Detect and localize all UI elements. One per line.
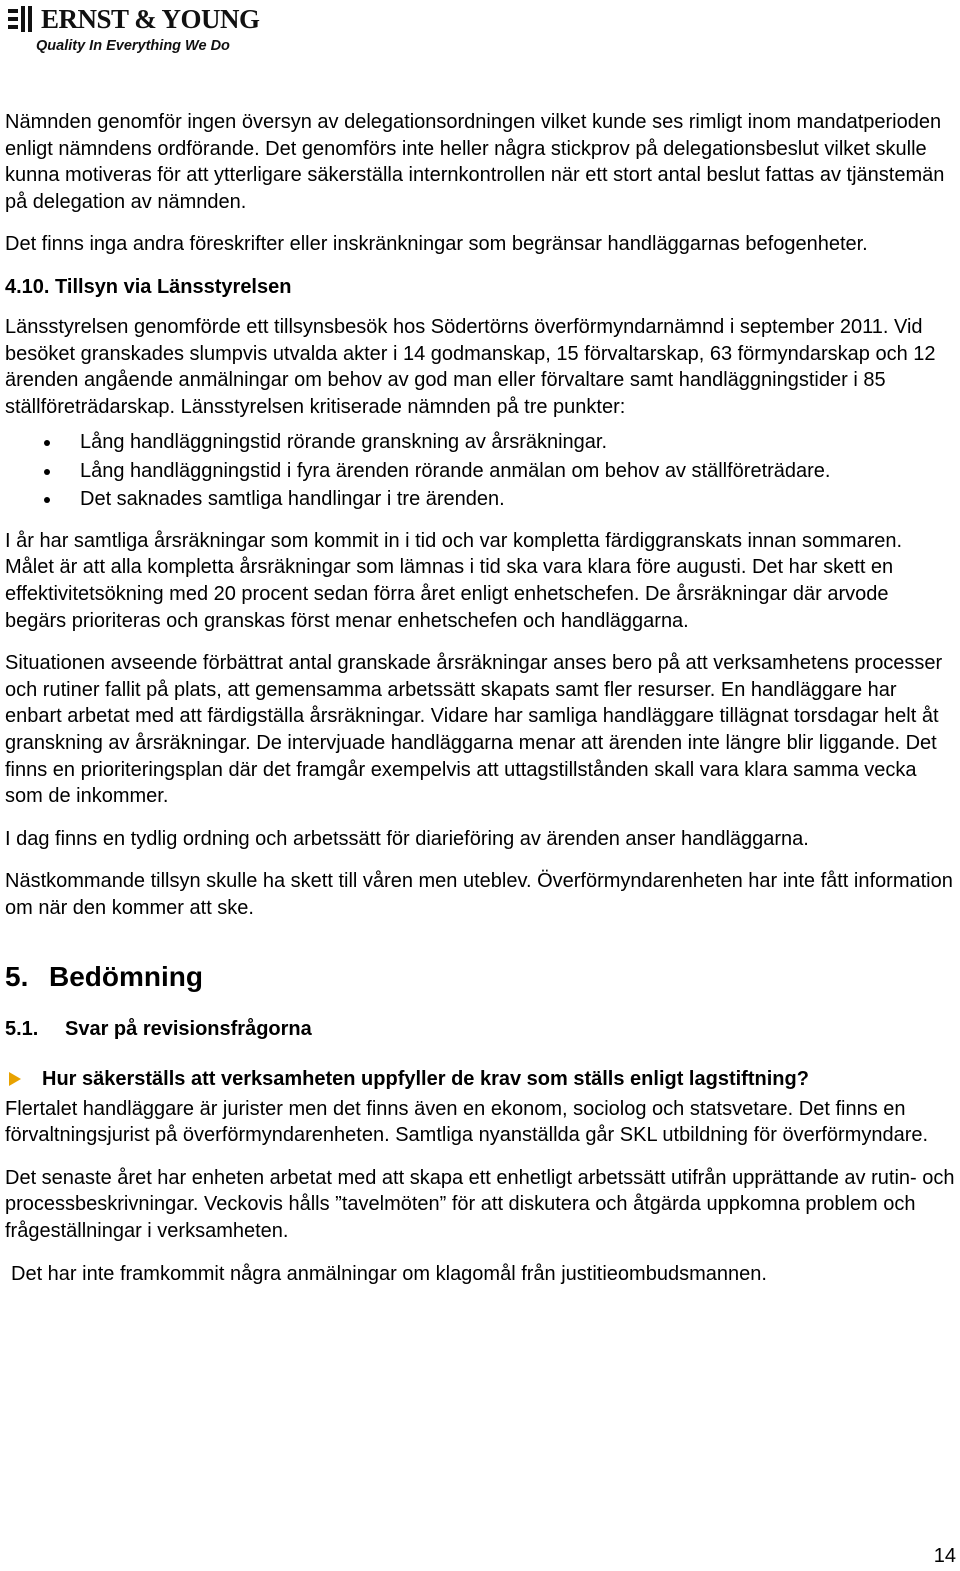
- paragraph-delegation: Nämnden genomför ingen översyn av delegationsordningen vilket kunde ses rimligt inom mandatperioden enligt nämndens ordförande. Det genomförs inte heller några stickprov på delegationsbeslut vilket skulle kunna motiveras för att ytterligare säkerställa internkontrollen när ett stort antal beslut fattas av tjänstemän på delegation av nämnden.: [5, 111, 945, 213]
- paragraph-annual-reports: I år har samtliga årsräkningar som kommit in i tid och var kompletta färdiggranskats innan sommaren. Målet är att alla kompletta årsräkningar som lämnas i tid ska vara klara före augusti. Det har skett en effektivitetsökning med 20 procent sedan förra året enligt enhetschefen. De årsräkningar där arvode begärs prioriteras och granskas först menar enhetschefen och handläggarna.: [5, 529, 903, 632]
- paragraph-working-methods: Det senaste året har enheten arbetat med att skapa ett enhetligt arbetssätt utifrån upprättande av rutin- och processbeskrivningar. Veckovis hålls ”tavelmöten” för att diskutera och åtgärda uppkomna problem och frågeställningar i verksamheten.: [5, 1166, 955, 1242]
- logo-tagline: Quality In Everything We Do: [36, 38, 230, 54]
- chapter-heading-5: 5. Bedömning: [5, 960, 203, 992]
- ey-mark-icon: [6, 6, 36, 36]
- list-item: Lång handläggningstid i fyra ärenden rörande anmälan om behov av ställföreträdare.: [5, 457, 955, 486]
- paragraph-inspection: Länsstyrelsen genomförde ett tillsynsbesök hos Södertörns överförmyndarnämnd i september 2011. Vid besöket granskades slumpvis utvalda akter i 14 godmanskap, 15 förvaltarskap, 63 förmyndarskap och 12 ärenden angående anmälningar om behov av god man eller förvaltare samt handläggningstider i 85 ställföreträdarskap. Länsstyrelsen kritiserade nämnden på tre punkter:: [5, 315, 936, 418]
- section-heading-4-10: 4.10. Tillsyn via Länsstyrelsen: [5, 275, 292, 298]
- ernst-young-logo: [6, 2, 266, 58]
- revision-question: Hur säkerställs att verksamheten uppfyller de krav som ställs enligt lagstiftning?: [5, 1066, 955, 1092]
- paragraph-situation: Situationen avseende förbättrat antal granskade årsräkningar anses bero på att verksamhetens processer och rutiner fallit på plats, att gemensamma arbetssätt skapats samt fler resurser. En handläggare har enbart arbetat med att färdigställa årsräkningar. Vidare har samliga handläggare tillägnat torsdagar helt åt granskning av årsräkningar. De intervjuade handläggarna menar att ärenden inte längre blir liggande. Det finns en prioriteringsplan där det framgår exempelvis att uttagstillstånden skall vara klara samma vecka som de inkommer.: [5, 652, 943, 808]
- document-body: [5, 109, 955, 1303]
- logo-name: ERNST & YOUNG: [41, 4, 260, 34]
- criticism-list: [5, 428, 955, 514]
- section-heading-5-1: 5.1. Svar på revisionsfrågorna: [5, 1017, 312, 1040]
- bullet-icon: [44, 497, 50, 503]
- paragraph-staff: Flertalet handläggare är jurister men det finns även en ekonom, sociolog och statsvetare. Det finns en förvaltningsjurist på överförmyndarenheten. Samtliga nyanställda går SKL utbildning för överförmyndare.: [5, 1097, 929, 1147]
- triangle-arrow-icon: [9, 1072, 21, 1086]
- list-item: Det saknades samtliga handlingar i tre ärenden.: [5, 485, 955, 514]
- page-number: 14: [933, 1545, 956, 1567]
- paragraph-complaints: Det har inte framkommit några anmälningar om klagomål från justitieombudsmannen.: [11, 1262, 767, 1285]
- list-item: Lång handläggningstid rörande granskning av årsräkningar.: [5, 428, 955, 457]
- bullet-icon: [44, 469, 50, 475]
- paragraph-registry: I dag finns en tydlig ordning och arbetssätt för diarieföring av ärenden anser handläggarna.: [5, 827, 809, 850]
- paragraph-next-inspection: Nästkommande tillsyn skulle ha skett till våren men uteblev. Överförmyndarenheten har inte fått information om när den kommer att ske.: [5, 870, 953, 919]
- paragraph-regulations: Det finns inga andra föreskrifter eller inskränkningar som begränsar handläggarnas befogenheter.: [5, 233, 868, 256]
- bullet-icon: [44, 440, 50, 446]
